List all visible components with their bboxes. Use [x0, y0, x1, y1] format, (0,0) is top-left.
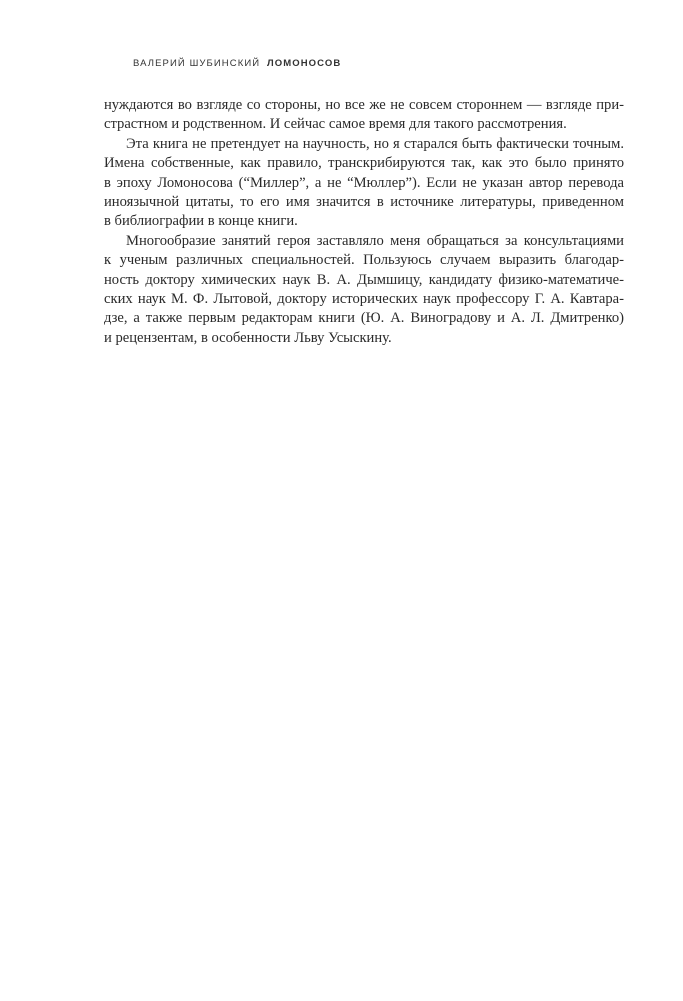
running-head: [133, 58, 341, 69]
paragraph-start-line: Эта книга не претендует на научность, но я старался быть фактически точным.: [126, 135, 624, 152]
body-line: нуждаются во взгляде со стороны, но все же не совсем стороннем — взгляде при-: [104, 97, 624, 113]
body-line: ских наук М. Ф. Лытовой, доктору исторических наук профессору Г. А. Кавтара-: [104, 290, 624, 307]
body-line: к ученым различных специальностей. Пользуюсь случаем выразить благодар-: [104, 252, 624, 269]
body-line: иноязычной цитаты, то его имя значится в источнике литературы, приведенном: [104, 193, 624, 210]
body-line: и рецензентам, в особенности Льву Усыскину.: [104, 329, 392, 346]
body-line: в библиографии в конце книги.: [104, 213, 298, 230]
body-text: [104, 96, 624, 348]
body-line: дзе, а также первым редакторам книги (Ю. А. Виноградову и А. Л. Дмитренко): [104, 310, 624, 327]
body-line: в эпоху Ломоносова (“Миллер”, а не “Мюллер”). Если не указан автор перевода: [104, 174, 624, 191]
body-line: ность доктору химических наук В. А. Дымшицу, кандидату физико-математиче-: [104, 271, 624, 288]
body-line: Имена собственные, как правило, транскрибируются так, как это было принято: [104, 155, 624, 172]
running-head-author: ВАЛЕРИЙ ШУБИНСКИЙ: [133, 58, 261, 69]
body-line: страстном и родственном. И сейчас самое время для такого рассмотрения.: [104, 116, 567, 133]
running-head-title: ЛОМОНОСОВ: [266, 58, 342, 69]
paragraph-start-line: Многообразие занятий героя заставляло меня обращаться за консультациями: [126, 232, 624, 249]
